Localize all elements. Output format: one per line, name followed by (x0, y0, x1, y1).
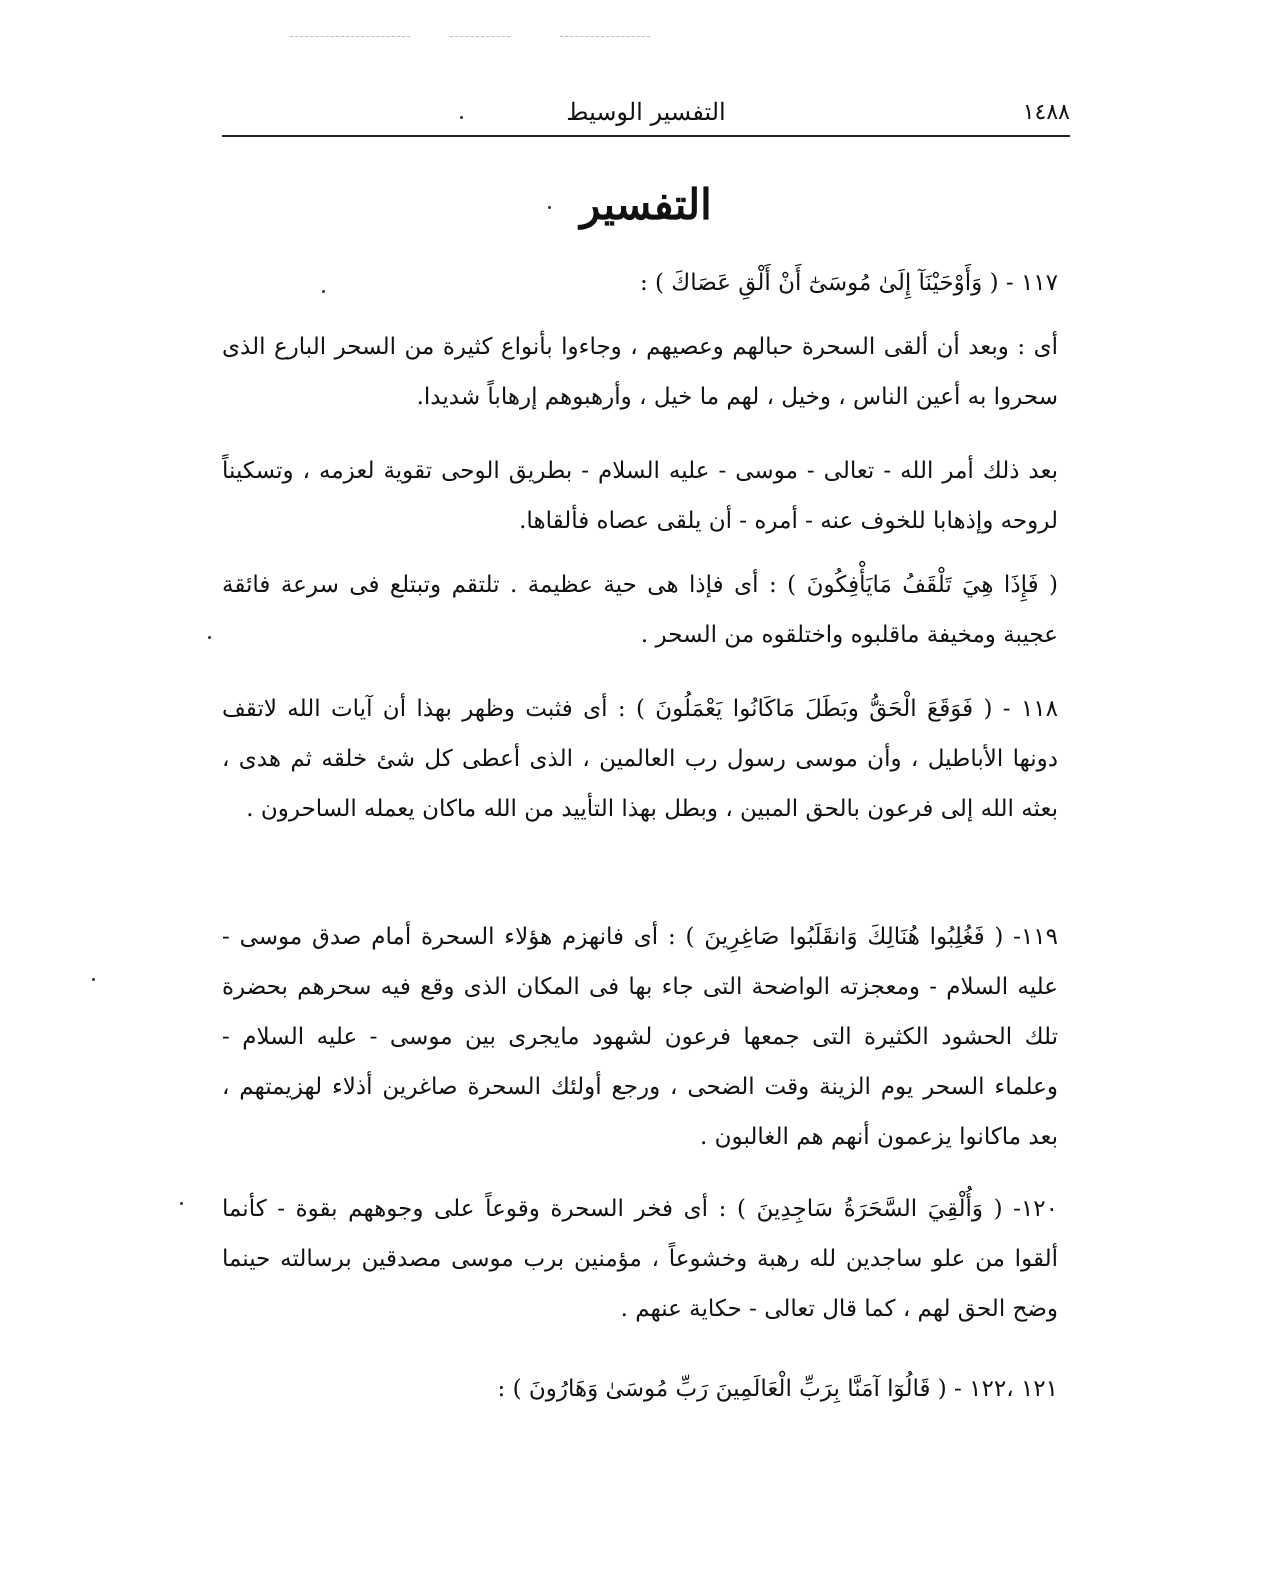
scan-speck (92, 978, 95, 981)
scan-speck (548, 206, 551, 209)
paragraph-117-explanation: أى : وبعد أن ألقى السحرة حبالهم وعصيهم ، وجاءوا بأنواع كثيرة من السحر البارع الذى سحروا به أعين الناس ، وخيل ، لهم ما خيل ، وأرهبوهم إرهاباً شديدا. (222, 334, 1058, 410)
paragraph-118: ١١٨ - ( فَوَقَعَ الْحَقُّ وبَطَلَ مَاكَانُوا يَعْمَلُونَ ) : أى فثبت وظهر بهذا أن آيات الله لاتقف دونها الأباطيل ، وأن موسى رسول رب العالمين ، الذى أعطى كل شئ خلقه ثم هدى ، بعثه الله إلى فرعون بالحق المبين ، وبطل بهذا التأييد من الله ماكان يعمله الساحرون . (222, 696, 1058, 822)
paragraph-117-command: بعد ذلك أمر الله - تعالى - موسى - عليه السلام - بطريق الوحى تقوية لعزمه ، وتسكيناً لروحه وإذهابا للخوف عنه - أمره - أن يلقى عصاه فألقاها. (222, 458, 1058, 534)
scan-speck (460, 116, 463, 119)
section-title: التفسير (580, 180, 712, 229)
scan-noise (560, 36, 650, 37)
header-rule (222, 135, 1070, 137)
scan-noise (290, 36, 410, 37)
scan-speck (180, 1202, 183, 1205)
paragraph-119: ١١٩- ( فَغُلِبُوا هُنَالِكَ وَانقَلَبُوا صَاغِرِينَ ) : أى فانهزم هؤلاء السحرة أمام صدق موسى - عليه السلام - ومعجزته الواضحة التى جاء بها فى المكان الذى وقع فيه سحرهم بحضرة تلك الحشود الكثيرة التى جمعها فرعون لشهود مايجرى بين موسى - عليه السلام - وعلماء السحر يوم الزينة وقت الضحى ، ورجع أولئك السحرة صاغرين أذلاء لهزيمتهم ، بعد ماكانوا يزعمون أنهم هم الغالبون . (222, 924, 1058, 1150)
paragraph-120: ١٢٠- ( وَأُلْقِيَ السَّحَرَةُ سَاجِدِينَ ) : أى فخر السحرة وقوعاً على وجوههم بقوة - كأنما ألقوا من علو ساجدين لله رهبة وخشوعاً ، مؤمنين برب موسى مصدقين برسالته حينما وضح الحق لهم ، كما قال تعالى - حكاية عنهم . (222, 1196, 1058, 1322)
paragraph-117-serpent: ( فَإِذَا هِيَ تَلْقَفُ مَايَأْفِكُونَ ) : أى فإذا هى حية عظيمة . تلتقم وتبتلع فى سرعة فائقة عجيبة ومخيفة ماقلبوه واختلقوه من السحر . (222, 572, 1058, 648)
verse-heading-121-122: ١٢١ ،١٢٢ - ( قَالُوٓا آمَنَّا بِرَبِّ الْعَالَمِينَ رَبِّ مُوسَىٰ وَهَارُونَ ) : (497, 1376, 1058, 1402)
running-title: التفسير الوسيط (566, 98, 726, 126)
page-header (222, 96, 1070, 136)
page-number: ١٤٨٨ (1022, 100, 1070, 125)
scan-speck (208, 636, 211, 639)
scan-noise (450, 36, 510, 37)
verse-heading-117: ١١٧ - ( وَأَوْحَيْنَآ إِلَىٰ مُوسَىٰٓ أَنْ أَلْقِ عَصَاكَ ) : (639, 270, 1058, 296)
scan-speck (322, 290, 325, 293)
